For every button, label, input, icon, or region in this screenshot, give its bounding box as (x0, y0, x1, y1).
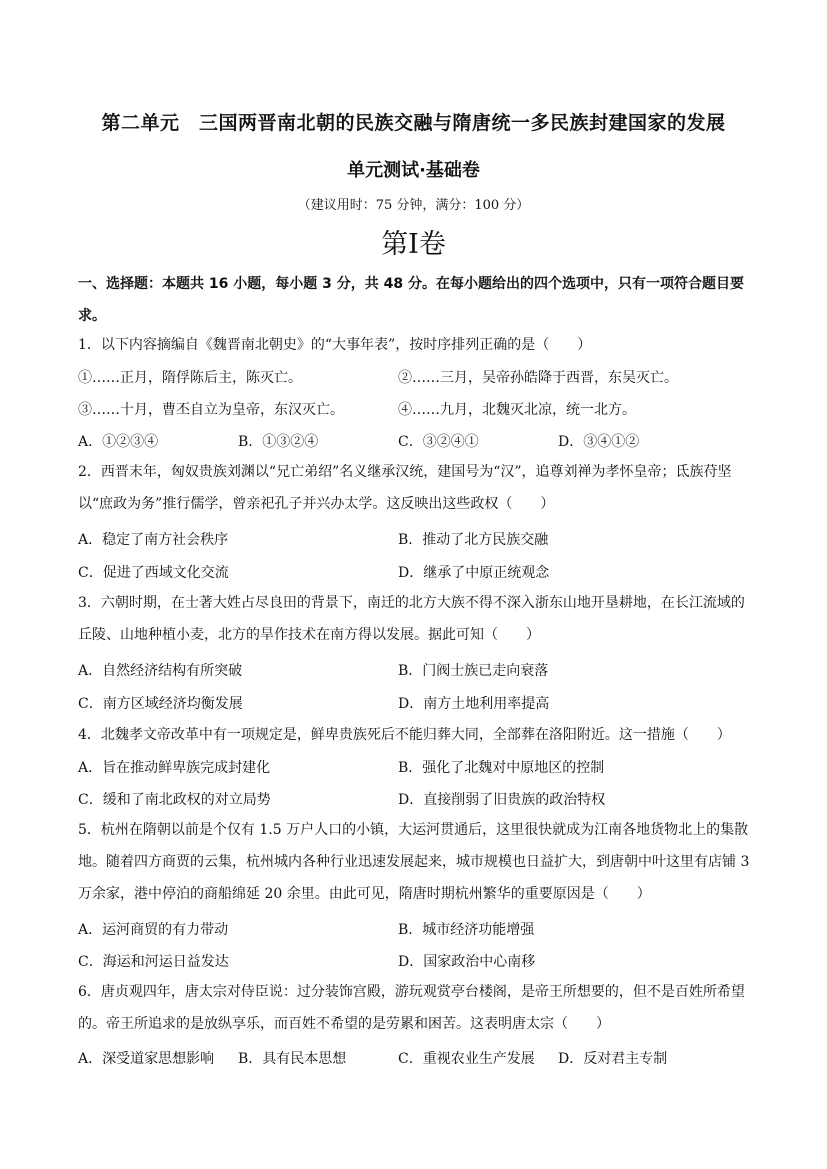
time-score-note: （建议用时：75 分钟，满分：100 分） (297, 198, 530, 213)
question-4-option-a[interactable]: A．旨在推动鲜卑族完成封建化 (78, 760, 271, 776)
question-5-option-b[interactable]: B．城市经济功能增强 (398, 922, 535, 938)
question-6-option-c[interactable]: C．重视农业生产发展 (398, 1051, 535, 1067)
question-1-item-3: ③……十月，曹丕自立为皇帝，东汉灭亡。 (78, 402, 344, 418)
question-2-option-b[interactable]: B．推动了北方民族交融 (398, 532, 549, 548)
question-5-option-d[interactable]: D．国家政治中心南移 (398, 954, 536, 970)
question-5-stem: 5．杭州在隋朝以前是个仅有 1.5 万户人口的小镇，大运河贯通后，这里很快就成为江南各地货物北上的集散地。随着四方商贾的云集，杭州城内各种行业迅速发展起来，城市规模也日益扩大，到唐朝中叶这里有店铺 3 万余家，港中停泊的商船绵延 20 余里。由此可见，隋唐时期杭州繁华的重要原因是（ ） (78, 822, 750, 902)
question-1-item-1: ①……正月，隋俘陈后主，陈灭亡。 (78, 370, 302, 386)
section-instruction: 一、选择题：本题共 16 小题，每小题 3 分，共 48 分。在每小题给出的四个选项中，只有一项符合题目要求。 (78, 276, 744, 324)
question-3-option-d[interactable]: D．南方土地利用率提高 (398, 696, 550, 712)
question-3-option-b[interactable]: B．门阀士族已走向衰落 (398, 663, 549, 679)
question-1-option-b[interactable]: B．①③②④ (238, 434, 319, 450)
question-3-option-a[interactable]: A．自然经济结构有所突破 (78, 663, 243, 679)
question-4-option-c[interactable]: C．缓和了南北政权的对立局势 (78, 792, 271, 808)
question-4-stem: 4．北魏孝文帝改革中有一项规定是，鲜卑贵族死后不能归葬大同，全部葬在洛阳附近。这一措施（ ） (78, 727, 731, 743)
question-1-item-2: ②……三月，吴帝孙皓降于西晋，东吴灭亡。 (398, 370, 678, 386)
volume-heading: 第I卷 (381, 229, 446, 260)
question-6-stem: 6．唐贞观四年，唐太宗对侍臣说：过分装饰宫殿，游玩观赏亭台楼阁，是帝王所想要的，但不是百姓所希望的。帝王所追求的是放纵享乐，而百姓不希望的是劳累和困苦。这表明唐太宗（ ） (78, 984, 745, 1032)
question-1-item-4: ④……九月，北魏灭北凉，统一北方。 (398, 402, 636, 418)
question-5-option-c[interactable]: C．海运和河运日益发达 (78, 954, 229, 970)
question-6-option-d[interactable]: D．反对君主专制 (558, 1051, 668, 1067)
unit-title: 第二单元 三国两晋南北朝的民族交融与隋唐统一多民族封建国家的发展 (101, 112, 726, 134)
question-2-option-d[interactable]: D．继承了中原正统观念 (398, 565, 550, 581)
question-4-option-d[interactable]: D．直接削弱了旧贵族的政治特权 (398, 792, 606, 808)
question-5-option-a[interactable]: A．运河商贸的有力带动 (78, 922, 229, 938)
question-1-stem: 1．以下内容摘编自《魏晋南北朝史》的“大事年表”，按时序排列正确的是（ ） (78, 337, 592, 353)
question-6-option-a[interactable]: A．深受道家思想影响 (78, 1051, 215, 1067)
question-3-stem: 3．六朝时期，在士著大姓占尽良田的背景下，南迁的北方大族不得不深入浙东山地开垦耕地，在长江流域的丘陵、山地种植小麦，北方的旱作技术在南方得以发展。据此可知（ ） (78, 595, 745, 643)
question-6-option-b[interactable]: B．具有民本思想 (238, 1051, 347, 1067)
question-2-option-a[interactable]: A．稳定了南方社会秩序 (78, 532, 229, 548)
question-2-option-c[interactable]: C．促进了西域文化交流 (78, 565, 229, 581)
test-subtitle: 单元测试·基础卷 (347, 160, 480, 181)
question-4-option-b[interactable]: B．强化了北魏对中原地区的控制 (398, 760, 605, 776)
question-3-option-c[interactable]: C．南方区域经济均衡发展 (78, 696, 243, 712)
question-2-stem: 2．西晋末年，匈奴贵族刘渊以“兄亡弟绍”名义继承汉统，建国号为“汉”，追尊刘禅为孝怀皇帝；氐族苻坚以“庶政为务”推行儒学，曾亲祀孔子并兴办太学。这反映出这些政权（ ） (78, 464, 732, 512)
question-1-option-d[interactable]: D．③④①② (558, 434, 640, 450)
question-1-option-c[interactable]: C．③②④① (398, 434, 479, 450)
question-1-option-a[interactable]: A．①②③④ (78, 434, 159, 450)
